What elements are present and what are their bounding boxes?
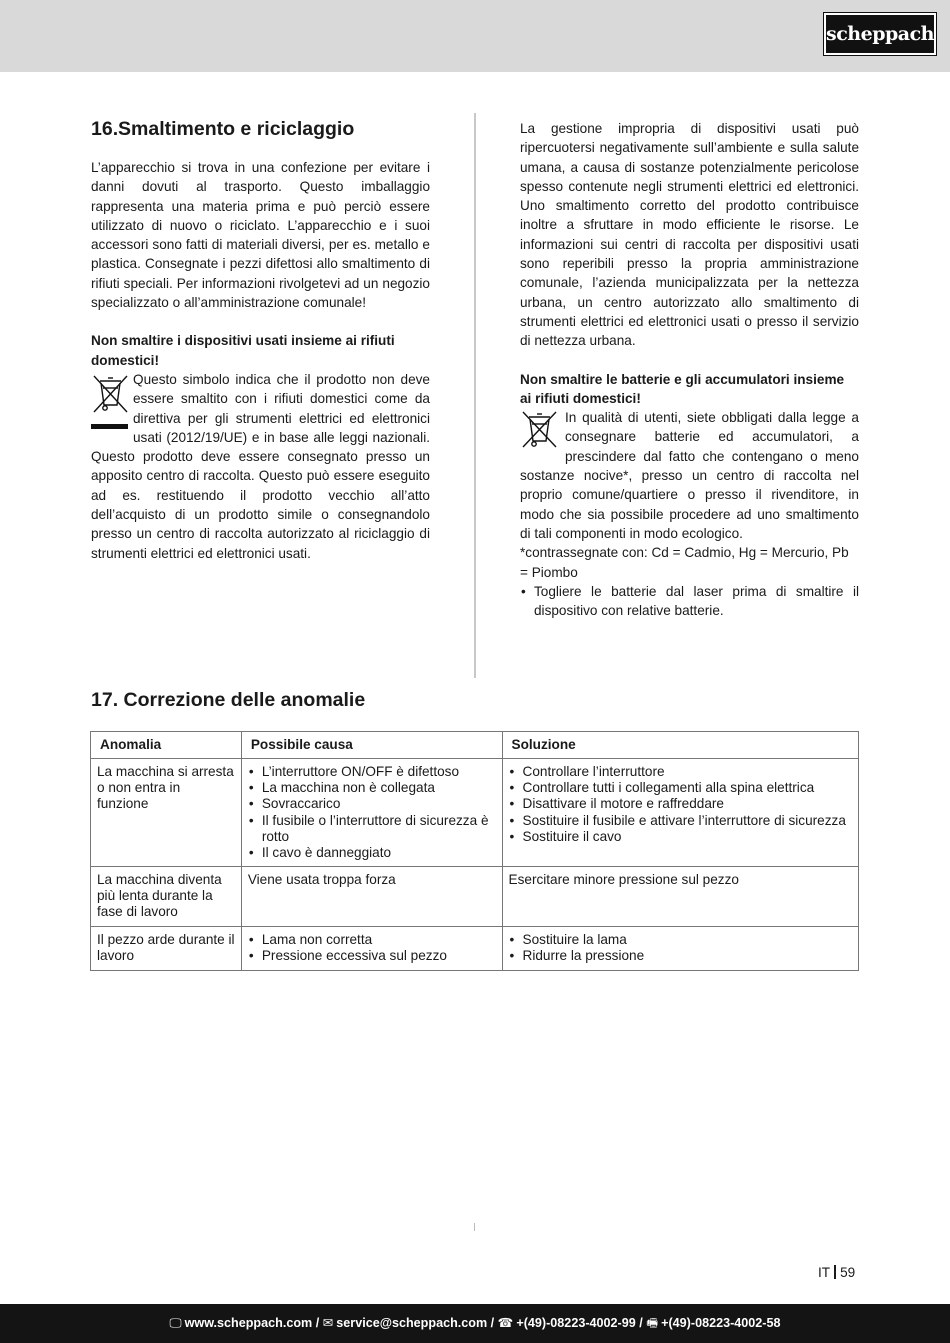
fault-cell: Il pezzo arde durante il lavoro — [91, 927, 242, 971]
cause-item: • Il fusibile o l’interruttore di sicurezza è rotto — [248, 813, 496, 845]
page-number-value: 59 — [840, 1265, 856, 1280]
left-column — [91, 117, 430, 563]
crossed-out-wheelie-bin-icon — [91, 372, 130, 435]
table-header-row — [91, 732, 859, 759]
fax-number: +(49)-08223-4002-58 — [661, 1316, 781, 1330]
column-header-solution: Soluzione — [502, 732, 858, 759]
table-row — [91, 759, 859, 867]
page-number-separator — [834, 1265, 836, 1279]
section-16-number: 16. — [91, 118, 119, 140]
batteries-warning-heading: Non smaltire le batterie e gli accumulatori insieme ai rifiuti domestici! — [520, 371, 845, 406]
section-16-title — [91, 117, 430, 141]
right-column — [520, 119, 859, 620]
page-language: IT — [818, 1265, 831, 1280]
phone-number: +(49)-08223-4002-99 / — [516, 1316, 643, 1330]
column-divider-mark — [474, 1223, 475, 1231]
envelope-icon: ✉ — [322, 1316, 334, 1330]
cause-item: • La macchina non è collegata — [248, 780, 496, 796]
devices-warning-heading: Non smaltire i dispositivi usati insieme ai rifiuti domestici! — [91, 333, 395, 368]
computer-icon: 🖵 — [169, 1316, 182, 1330]
improper-handling-paragraph: La gestione impropria di dispositivi usati può ripercuotersi negativamente sull’ambiente e sulla salute umana, a causa di sostanze potenzialmente pericolose spesso contenute negli strumenti elettrici ed elettronici. Uno smaltimento corretto del prodotto contribuisce inoltre a sfruttare in modo efficiente le risorse. Le informazioni sui centri di raccolta per dispositivi usati sono reperibili presso la propria amministrazione comunale, l’azienda municipalizzata per la nettezza urbana, un centro autorizzato allo smaltimento di strumenti elettrici ed elettronici usati o presso il servizio di nettezza urbana. — [520, 121, 859, 349]
solution-cell — [502, 927, 858, 971]
cause-item: • Il cavo è danneggiato — [248, 845, 496, 861]
weee-symbol-paragraph — [91, 370, 430, 563]
list-item: • Togliere le batterie dal laser prima di smaltire il dispositivo con relative batterie. — [520, 582, 859, 621]
solution-item: • Ridurre la pressione — [509, 948, 852, 964]
page-number — [818, 1265, 855, 1280]
battery-removal-list — [520, 582, 859, 621]
cause-item: • Lama non corretta — [248, 932, 496, 948]
phone-icon: ☎ — [497, 1316, 514, 1330]
section-17-title: 17. Correzione delle anomalie — [91, 689, 366, 711]
solution-item: • Disattivare il motore e raffreddare — [509, 796, 852, 812]
solution-item: • Sostituire il fusibile e attivare l’interruttore di sicurezza — [509, 813, 852, 829]
website-link[interactable]: www.scheppach.com / — [184, 1316, 320, 1330]
battery-disposal-text: In qualità di utenti, siete obbligati dalla legge a consegnare batterie ed accumulatori, a prescindere dal fatto che contengano o meno sostanze nocive*, presso un centro di raccolta nel proprio comune/quartiere o presso il rivenditore, in modo che sia possibile procedere ad uno smaltimento di tali componenti in modo ecologico. — [520, 410, 859, 541]
cause-item: • Pressione eccessiva sul pezzo — [248, 948, 496, 964]
fault-cell: La macchina diventa più lenta durante la fase di lavoro — [91, 867, 242, 927]
email-link[interactable]: service@scheppach.com / — [336, 1316, 495, 1330]
table-row — [91, 867, 859, 927]
header-band — [0, 0, 950, 72]
substances-footnote: *contrassegnate con: Cd = Cadmio, Hg = Mercurio, Pb = Piombo — [520, 545, 849, 580]
battery-symbol-paragraph — [520, 408, 859, 543]
solution-item: • Controllare tutti i collegamenti alla spina elettrica — [509, 780, 852, 796]
cause-cell: Viene usata troppa forza — [241, 867, 502, 927]
cause-item: • Sovraccarico — [248, 796, 496, 812]
battery-bin-icon — [520, 409, 559, 449]
scheppach-logo: scheppach — [824, 13, 936, 55]
solution-cell — [502, 759, 858, 867]
fault-cell: La macchina si arresta o non entra in funzione — [91, 759, 242, 867]
solution-item: • Sostituire la lama — [509, 932, 852, 948]
column-header-cause: Possibile causa — [241, 732, 502, 759]
troubleshooting-table — [90, 731, 859, 971]
column-header-fault: Anomalia — [91, 732, 242, 759]
disposal-intro-paragraph: L’apparecchio si trova in una confezione per evitare i danni dovuti al trasporto. Questo imballaggio rappresenta una materia prima e può perciò essere utilizzato di nuovo o riciclato. L’apparecchio e i suoi accessori sono fatti di materiali diversi, per es. metallo e plastica. Consegnate i pezzi difettosi allo smaltimento di rifiuti speciali. Per informazioni rivolgetevi ad un negozio specializzato o all’amministrazione comunale! — [91, 160, 430, 311]
cause-cell — [241, 759, 502, 867]
fax-icon: 🖷 — [646, 1316, 659, 1330]
solution-item: • Controllare l’interruttore — [509, 764, 852, 780]
contact-footer — [0, 1304, 950, 1343]
section-16-title-text: Smaltimento e riciclaggio — [118, 118, 355, 140]
cause-cell — [241, 927, 502, 971]
weee-symbol-text: Questo simbolo indica che il prodotto non deve essere smaltito con i rifiuti domestici come da direttiva per gli strumenti elettrici ed elettronici usati (2012/19/UE) e in base alle leggi nazionali. Questo prodotto deve essere consegnato presso un apposito centro di raccolta. Questo può essere eseguito ad es. restituendo il prodotto vecchio all’atto dell’acquisto di un prodotto simile o consegnandolo presso un centro di raccolta autorizzato al riciclaggio di strumenti elettrici ed elettronici usati. — [91, 371, 430, 561]
solution-cell: Esercitare minore pressione sul pezzo — [502, 867, 858, 927]
solution-item: • Sostituire il cavo — [509, 829, 852, 845]
cause-item: • L’interruttore ON/OFF è difettoso — [248, 764, 496, 780]
column-divider — [474, 113, 476, 678]
table-row — [91, 927, 859, 971]
